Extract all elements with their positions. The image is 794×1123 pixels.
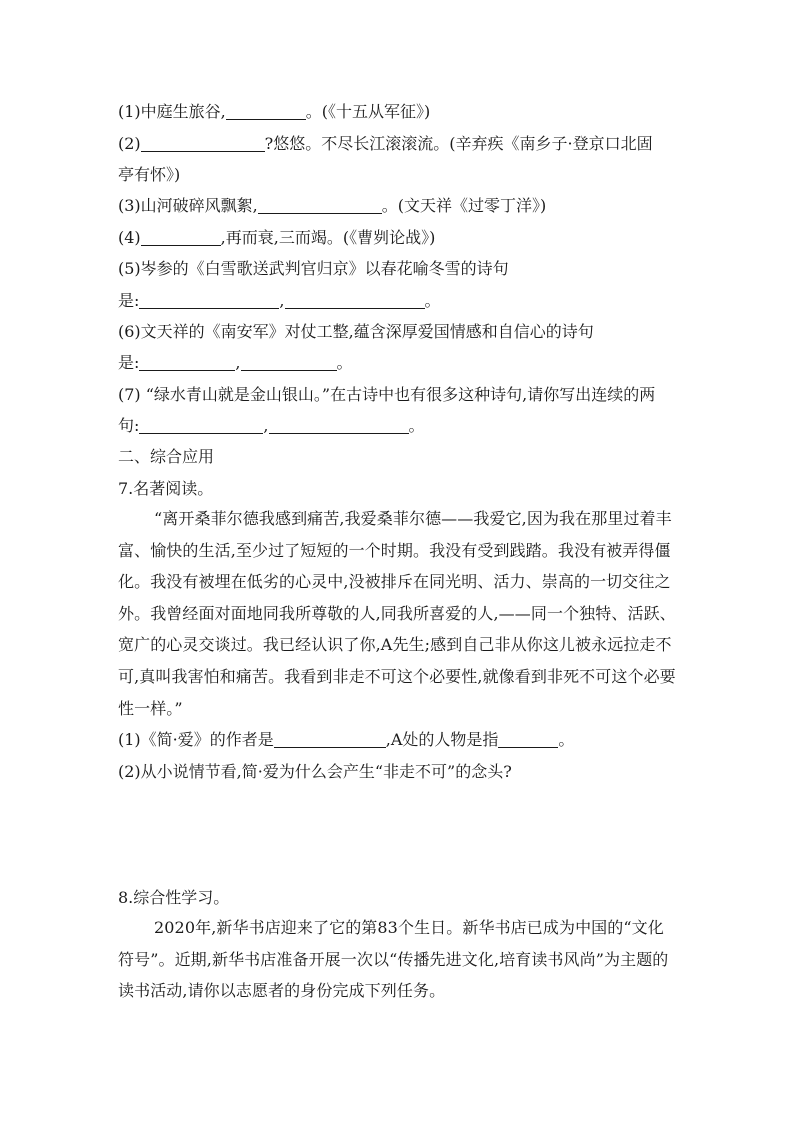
q3-suffix: 。(文天祥《过零丁洋》) [381,196,547,215]
q7p-blank-1[interactable] [139,417,263,434]
question-7-poems-answer [118,415,425,437]
q5-blank-1[interactable] [139,292,279,309]
rs1-prefix: (1)《简·爱》的作者是 [118,730,274,749]
q1-prefix: (1)中庭生旅谷, [118,102,226,121]
q1-blank[interactable] [226,103,306,120]
question-1 [118,101,430,123]
question-6-answer [118,352,353,374]
q7p-comma: , [263,416,269,435]
section-heading: 二、综合应用 [118,447,215,466]
question-3 [118,195,546,217]
rs1-mid: ,A处的人物是指 [385,730,499,749]
q2-blank[interactable] [141,135,265,152]
question-6: (6)文天祥的《南安军》对仗工整,蕴含深厚爱国情感和自信心的诗句 [118,322,594,341]
q3-blank[interactable] [258,197,382,214]
activity-title: 8.综合性学习。 [118,888,230,907]
q1-suffix: 。(《十五从军征》) [305,102,431,121]
q4-blank[interactable] [141,229,221,246]
q7p-blank-2[interactable] [269,417,409,434]
q6-blank-2[interactable] [241,354,337,371]
q5-blank-2[interactable] [285,292,425,309]
q3-prefix: (3)山河破碎风飘絮, [118,196,258,215]
q5-end: 。 [424,291,441,310]
q2-suffix: ?悠悠。不尽长江滚滚流。(辛弃疾《南乡子·登京口北固 [264,134,653,153]
reading-sub-question-2: (2)从小说情节看,简·爱为什么会产生“非走不可”的念头? [118,762,512,781]
q5-comma: , [279,291,285,310]
question-5: (5)岑参的《白雪歌送武判官归京》以春花喻冬雪的诗句 [118,259,509,278]
author-blank[interactable] [274,731,386,748]
q6-comma: , [235,353,241,372]
character-blank[interactable] [498,731,558,748]
question-4 [118,227,435,249]
reading-sub-question-1 [118,729,574,751]
question-5-answer [118,290,441,312]
reading-passage: “离开桑菲尔德我感到痛苦,我爱桑菲尔德——我爱它,因为我在那里过着丰富、愉快的生活,至少过了短短的一个时期。我没有受到践踏。我没有被弄得僵化。我没有被埋在低劣的心灵中,没被排斥在同光明、活力、崇高的一切交往之外。我曾经面对面地同我所尊敬的人,同我所喜爱的人,——同一个独特、活跃、宽广的心灵交谈过。我已经认识了你,A先生;感到自己非从你这儿被永远拉走不可,真叫我害怕和痛苦。我看到非走不可这个必要性,就像看到非死不可这个必要性一样。” [118,509,676,718]
reading-title: 7.名著阅读。 [118,479,214,498]
q7p-lead: 句: [118,416,140,435]
activity-passage: 2020年,新华书店迎来了它的第83个生日。新华书店已成为中国的“文化符号”。近期,新华书店准备开展一次以“传播先进文化,培育读书风尚”为主题的读书活动,请你以志愿者的身份完成下列任务。 [118,918,669,1001]
q6-lead: 是: [118,353,140,372]
q6-end: 。 [336,353,353,372]
question-2-continued: 亭有怀》) [118,165,181,184]
q4-prefix: (4) [118,228,141,247]
q7p-end: 。 [408,416,425,435]
q5-lead: 是: [118,291,140,310]
q4-suffix: ,再而衰,三而竭。(《曹刿论战》) [220,228,436,247]
rs1-end: 。 [558,730,575,749]
q2-prefix: (2) [118,134,141,153]
question-2 [118,133,653,155]
question-7-poems: (7) “绿水青山就是金山银山。”在古诗中也有很多这种诗句,请你写出连续的两 [118,385,656,404]
q6-blank-1[interactable] [139,354,235,371]
